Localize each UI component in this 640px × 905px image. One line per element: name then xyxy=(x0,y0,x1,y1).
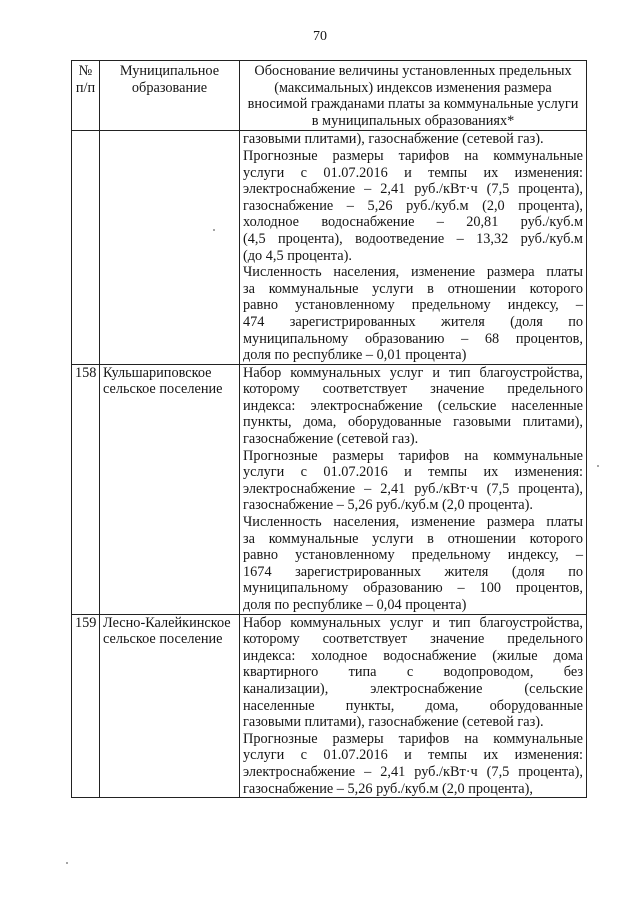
text-line: 1674 зарегистрированных жителя (доля по xyxy=(243,563,583,580)
tariff-index-table xyxy=(71,60,587,798)
text-line: канализации), электроснабжение (сельские xyxy=(243,680,583,697)
header-municipality: Муниципальное образование xyxy=(100,61,240,131)
text-line: газовыми плитами), газоснабжение (сетевой газ). xyxy=(243,131,544,148)
text-line: газоснабжение (сетевой газ). xyxy=(243,431,419,448)
basis-paragraph xyxy=(243,731,583,797)
text-line: Численность населения, изменение размера платы xyxy=(243,264,583,281)
scan-speck xyxy=(213,229,215,231)
basis-text xyxy=(240,131,587,364)
text-line: электроснабжение – 2,41 руб./кВт·ч (7,5 процента), xyxy=(243,763,583,780)
row-number xyxy=(72,131,100,364)
text-line: муниципальному образованию – 100 процентов, xyxy=(243,580,583,597)
text-line: которому соответствует значение предельного xyxy=(243,381,583,398)
text-line: газоснабжение – 5,26 руб./куб.м (2,0 процента), xyxy=(243,780,533,797)
scan-speck xyxy=(597,465,599,467)
basis-paragraph xyxy=(243,131,583,148)
text-line: за коммунальные услуги в отношении которого xyxy=(243,530,583,547)
text-line: (4,5 процента), водоотведение – 13,32 руб./куб.м xyxy=(243,230,583,247)
scan-speck xyxy=(66,862,68,864)
table-header-row xyxy=(72,61,587,131)
text-line: электроснабжение – 2,41 руб./кВт·ч (7,5 процента), xyxy=(243,480,583,497)
text-line: которому соответствует значение предельного xyxy=(243,631,583,648)
text-line: 474 зарегистрированных жителя (доля по xyxy=(243,313,583,330)
text-line: Прогнозные размеры тарифов на коммунальные xyxy=(243,730,583,747)
basis-paragraph xyxy=(243,514,583,614)
text-line: квартирного типа с водопроводом, без xyxy=(243,664,583,681)
text-line: муниципальному образованию – 68 процентов, xyxy=(243,330,583,347)
row-number: 159 xyxy=(72,614,100,798)
text-line: индекса: электроснабжение (сельские населенные xyxy=(243,397,583,414)
basis-text xyxy=(240,614,587,798)
text-line: населенные пункты, дома, оборудованные xyxy=(243,697,583,714)
text-line: Численность населения, изменение размера платы xyxy=(243,514,583,531)
table-row xyxy=(72,614,587,798)
municipality-name xyxy=(100,131,240,364)
basis-paragraph xyxy=(243,448,583,514)
text-line: Набор коммунальных услуг и тип благоустройства, xyxy=(243,614,583,631)
basis-paragraph xyxy=(243,264,583,364)
basis-text xyxy=(240,364,587,614)
text-line: газоснабжение – 5,26 руб./куб.м (2,0 процента), xyxy=(243,197,583,214)
text-line: доля по республике – 0,01 процента) xyxy=(243,347,467,364)
text-line: газовыми плитами), газоснабжение (сетевой газ). xyxy=(243,714,544,731)
text-line: Прогнозные размеры тарифов на коммунальные xyxy=(243,447,583,464)
table-row xyxy=(72,131,587,364)
text-line: холодное водоснабжение – 20,81 руб./куб.м xyxy=(243,214,583,231)
basis-paragraph xyxy=(243,148,583,264)
text-line: пункты, дома, оборудованные газовыми плитами), xyxy=(243,414,583,431)
municipality-name: Лесно-Калейкинское сельское поселение xyxy=(100,614,240,798)
text-line: услуги с 01.07.2016 и темпы их изменения: xyxy=(243,464,583,481)
basis-paragraph xyxy=(243,365,583,448)
municipality-name: Кульшариповское сельское поселение xyxy=(100,364,240,614)
text-line: услуги с 01.07.2016 и темпы их изменения: xyxy=(243,747,583,764)
text-line: газоснабжение – 5,26 руб./куб.м (2,0 процента). xyxy=(243,497,533,514)
text-line: за коммунальные услуги в отношении которого xyxy=(243,280,583,297)
text-line: Набор коммунальных услуг и тип благоустройства, xyxy=(243,364,583,381)
text-line: равно установленному предельному индексу, – xyxy=(243,547,583,564)
header-basis: Обоснование величины установленных предельных (максимальных) индексов изменения размера вносимой гражданами платы за коммунальные услуги в муниципальных образованиях* xyxy=(240,61,587,131)
text-line: индекса: холодное водоснабжение (жилые дома xyxy=(243,647,583,664)
text-line: услуги с 01.07.2016 и темпы их изменения: xyxy=(243,164,583,181)
text-line: (до 4,5 процента). xyxy=(243,247,352,264)
basis-paragraph xyxy=(243,615,583,731)
text-line: Прогнозные размеры тарифов на коммунальные xyxy=(243,147,583,164)
table-row xyxy=(72,364,587,614)
text-line: доля по республике – 0,04 процента) xyxy=(243,597,467,613)
row-number: 158 xyxy=(72,364,100,614)
header-number: № п/п xyxy=(72,61,100,131)
text-line: равно установленному предельному индексу, – xyxy=(243,297,583,314)
page-number: 70 xyxy=(313,29,327,44)
text-line: электроснабжение – 2,41 руб./кВт·ч (7,5 процента), xyxy=(243,181,583,198)
